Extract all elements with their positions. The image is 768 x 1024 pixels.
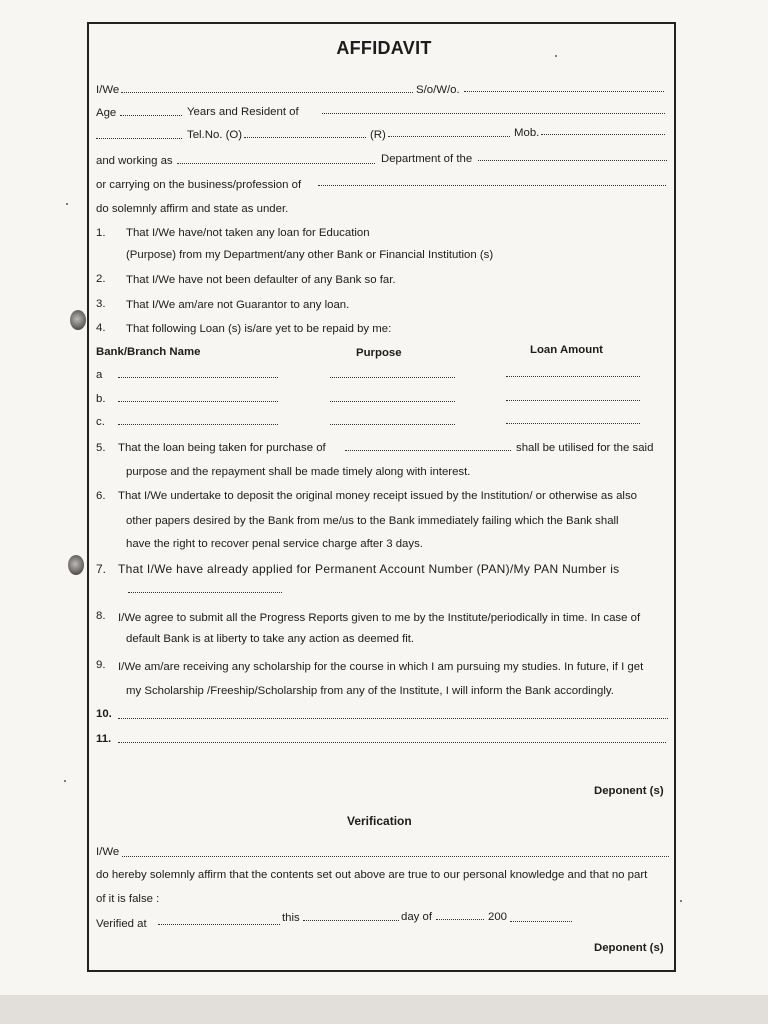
row-c-amount[interactable] — [506, 423, 640, 424]
year-prefix: 200 — [488, 911, 508, 923]
row-b-purpose[interactable] — [330, 401, 455, 402]
name-field[interactable] — [121, 92, 413, 93]
r-label: (R) — [370, 129, 386, 141]
row-c-purpose[interactable] — [330, 424, 455, 425]
verification-name-field[interactable] — [122, 856, 669, 857]
point-11-field[interactable] — [118, 742, 666, 743]
point-9-line1: I/We am/are receiving any scholarship for the course in which I am pursuing my studies. In future, if I get — [118, 661, 644, 673]
row-a-label: a — [96, 369, 103, 381]
verification-line2: of it is false : — [96, 893, 160, 905]
page-shadow — [0, 995, 768, 1024]
this-label: this — [282, 912, 300, 924]
punch-hole-top — [70, 310, 86, 330]
i-we-label: I/We — [96, 84, 120, 96]
deponent-label: Deponent (s) — [594, 785, 664, 797]
point-6-line1: That I/We undertake to deposit the original money receipt issued by the Institution/ or otherwise as also — [118, 490, 637, 502]
point-11-num: 11. — [96, 733, 112, 745]
point-8-line2: default Bank is at liberty to take any action as deemed fit. — [126, 633, 415, 645]
affirm-text: do solemnly affirm and state as under. — [96, 203, 289, 215]
years-resident-label: Years and Resident of — [187, 106, 299, 118]
verification-i-we: I/We — [96, 846, 120, 858]
affidavit-title: AFFIDAVIT — [336, 38, 432, 58]
row-a-amount[interactable] — [506, 376, 640, 377]
point-3-num: 3. — [96, 298, 106, 310]
point-7-num: 7. — [96, 562, 107, 576]
carrying-on-label: or carrying on the business/profession of — [96, 179, 302, 191]
point-9-num: 9. — [96, 659, 106, 671]
verified-at-label: Verified at — [96, 918, 147, 930]
tel-label: Tel.No. (O) — [187, 129, 243, 141]
scan-speck — [680, 900, 682, 902]
point-2-num: 2. — [96, 273, 106, 285]
point-5-num: 5. — [96, 442, 106, 454]
point-6-line2: other papers desired by the Bank from me/us to the Bank immediately failing which the Bank shall — [126, 515, 619, 527]
scan-speck — [66, 203, 68, 205]
age-label: Age — [96, 107, 117, 119]
row-c-label: c. — [96, 416, 105, 428]
mob-label: Mob. — [514, 127, 540, 139]
department-label: Department of the — [381, 153, 473, 165]
s-o-label: S/o/W/o. — [416, 84, 460, 96]
scan-speck — [64, 780, 66, 782]
point-5-line2: purpose and the repayment shall be made timely along with interest. — [126, 466, 471, 478]
point-4-num: 4. — [96, 322, 106, 334]
pan-number-field[interactable] — [128, 592, 282, 593]
row-c-bank[interactable] — [118, 424, 278, 425]
row-b-amount[interactable] — [506, 400, 640, 401]
point-3-text: That I/We am/are not Guarantor to any loan. — [126, 299, 350, 311]
point-1-num: 1. — [96, 227, 106, 239]
tel-residence-field[interactable] — [388, 136, 510, 137]
scan-speck — [555, 55, 557, 57]
point-5-line1b: shall be utilised for the said — [516, 442, 654, 454]
point-1-line2: (Purpose) from my Department/any other Bank or Financial Institution (s) — [126, 249, 494, 261]
point-4-text: That following Loan (s) is/are yet to be repaid by me: — [126, 323, 392, 335]
point-2-text: That I/We have not been defaulter of any Bank so far. — [126, 274, 396, 286]
point-1-line1: That I/We have/not taken any loan for Education — [126, 227, 370, 239]
point-7-line1: That I/We have already applied for Permanent Account Number (PAN)/My PAN Number is — [118, 562, 620, 576]
punch-hole-bottom — [68, 555, 84, 575]
address-field[interactable] — [96, 138, 182, 139]
row-b-bank[interactable] — [118, 401, 278, 402]
point-6-num: 6. — [96, 490, 106, 502]
row-a-purpose[interactable] — [330, 377, 455, 378]
point-9-line2: my Scholarship /Freeship/Scholarship from any of the Institute, I will inform the Bank accordingly. — [126, 685, 614, 697]
day-of-field[interactable] — [436, 919, 484, 920]
row-b-label: b. — [96, 393, 106, 405]
parent-name-field[interactable] — [464, 91, 664, 92]
working-as-label: and working as — [96, 155, 173, 167]
this-field[interactable] — [303, 920, 399, 921]
age-field[interactable] — [120, 115, 182, 116]
working-as-field[interactable] — [177, 163, 375, 164]
verification-heading: Verification — [347, 814, 412, 828]
resident-field[interactable] — [322, 113, 665, 114]
col-loan-amount: Loan Amount — [530, 344, 603, 356]
verified-at-field[interactable] — [158, 924, 280, 925]
department-field[interactable] — [478, 160, 667, 161]
point-10-num: 10. — [96, 708, 112, 720]
verification-line1: do hereby solemnly affirm that the contents set out above are true to our personal knowledge and that no part — [96, 869, 648, 881]
point-6-line3: have the right to recover penal service charge after 3 days. — [126, 538, 423, 550]
profession-field[interactable] — [318, 185, 666, 186]
point-10-field[interactable] — [118, 718, 668, 719]
tel-office-field[interactable] — [244, 137, 366, 138]
row-a-bank[interactable] — [118, 377, 278, 378]
point-5-line1a: That the loan being taken for purchase of — [118, 442, 326, 454]
deponent-bottom-label: Deponent (s) — [594, 942, 664, 954]
col-purpose: Purpose — [356, 347, 402, 359]
mobile-field[interactable] — [541, 134, 665, 135]
point-8-num: 8. — [96, 610, 106, 622]
day-of-label: day of — [401, 911, 433, 923]
point-8-line1: I/We agree to submit all the Progress Reports given to me by the Institute/periodically in time. In case of — [118, 612, 641, 624]
col-bank-branch: Bank/Branch Name — [96, 346, 201, 358]
purchase-field[interactable] — [345, 450, 511, 451]
year-field[interactable] — [510, 921, 572, 922]
